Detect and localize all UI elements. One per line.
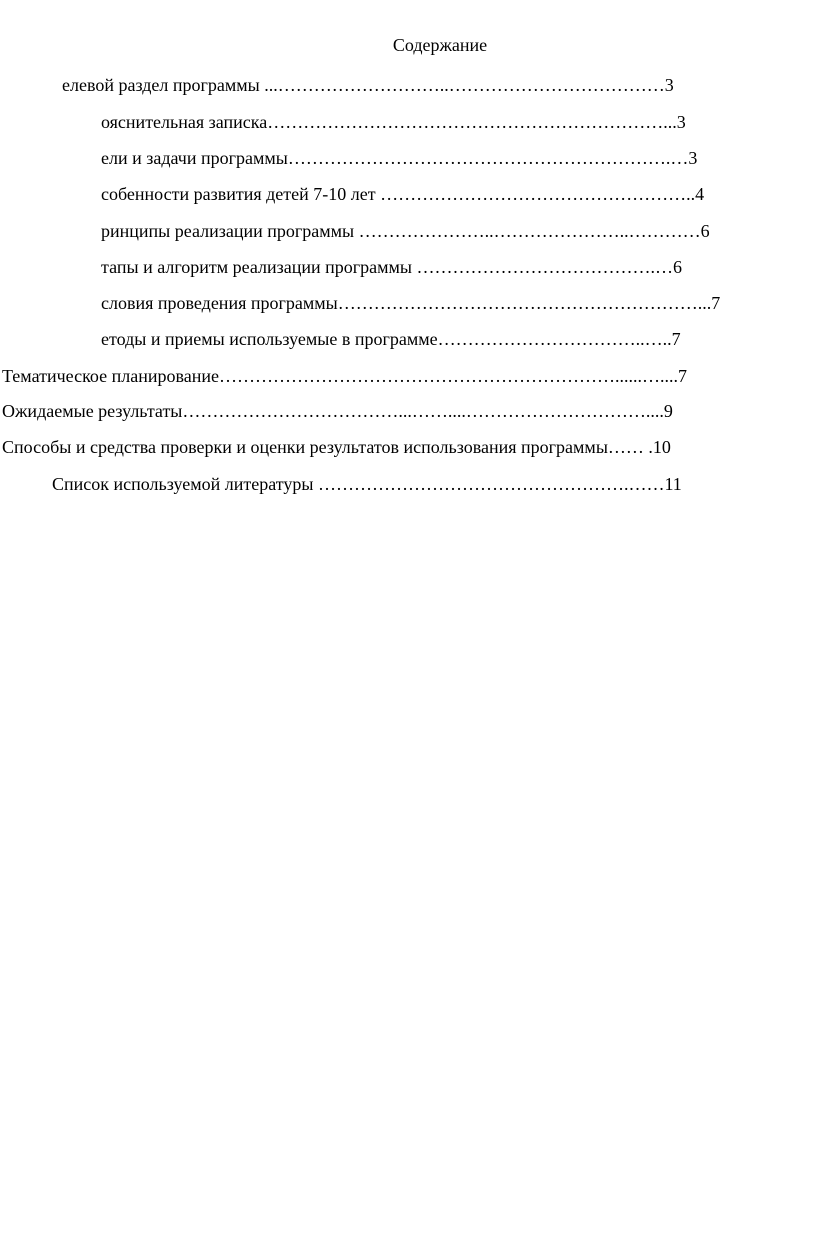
toc-entry: [52, 475, 682, 493]
toc-entry-dots: …… .: [607, 437, 653, 457]
toc-entry: [101, 222, 710, 240]
toc-entry: [101, 185, 704, 203]
toc-entry-page: 6: [700, 221, 710, 241]
toc-entry: [2, 367, 687, 385]
toc-entry-text: Способы и средства проверки и оценки результатов использования программы: [2, 437, 608, 457]
toc-entry-page: 3: [664, 75, 674, 95]
toc-entry: [2, 402, 673, 420]
toc-entry-text: Ожидаемые результаты: [2, 401, 183, 421]
toc-entry-page: 7: [671, 329, 681, 349]
toc-entry: [101, 330, 681, 348]
toc-entry-dots: ……………………………………………………...: [337, 293, 712, 313]
toc-entry-text: ели и задачи программы: [101, 148, 288, 168]
toc-entry-dots: …………………………………………………………......…....: [218, 366, 678, 386]
toc-entry-page: 3: [688, 148, 698, 168]
toc-entry-dots: ………………………..………………………………: [277, 75, 665, 95]
toc-entry-text: собенности развития детей 7-10 лет: [101, 184, 381, 204]
toc-entry-dots: ………………………………….…: [416, 257, 674, 277]
toc-entry-page: 11: [664, 474, 682, 494]
toc-entry-text: ринципы реализации программы: [101, 221, 359, 241]
toc-entry-page: 4: [695, 184, 705, 204]
toc-entry-text: елевой раздел программы ...: [62, 75, 278, 95]
toc-entry: [101, 113, 686, 131]
toc-entry-dots: ………………………………...……....…………………………....: [182, 401, 664, 421]
toc-entry-text: тапы и алгоритм реализации программы: [101, 257, 417, 277]
toc-entry-dots: …………………………………………………………...: [267, 112, 677, 132]
toc-entry-page: 7: [677, 366, 687, 386]
toc-entry-dots: ……………………………..…..: [437, 329, 672, 349]
toc-entry-page: 9: [663, 401, 673, 421]
toc-entry: [2, 438, 671, 456]
toc-entry-text: Список используемой литературы: [52, 474, 318, 494]
toc-entry: [101, 149, 697, 167]
toc-entry-dots: …………………………………………….……: [317, 474, 665, 494]
toc-entry: [62, 76, 674, 94]
toc-entry-dots: ……………………………………………………….…: [287, 148, 689, 168]
toc-entry-page: 3: [676, 112, 686, 132]
toc-entry-text: ояснительная записка: [101, 112, 268, 132]
toc-entry-dots: …………………..…………………..…………: [358, 221, 701, 241]
page-title: Содержание: [392, 35, 488, 55]
toc-entry-text: етоды и приемы используемые в программе: [101, 329, 438, 349]
toc-entry-page: 7: [711, 293, 721, 313]
toc-entry-dots: ……………………………………………..: [380, 184, 696, 204]
toc-entry-text: словия проведения программы: [101, 293, 338, 313]
toc-entry: [101, 258, 682, 276]
toc-entry-text: Тематическое планирование: [2, 366, 219, 386]
toc-entry-page: 6: [673, 257, 683, 277]
toc-entry-page: 10: [652, 437, 671, 457]
toc-entry: [101, 294, 720, 312]
